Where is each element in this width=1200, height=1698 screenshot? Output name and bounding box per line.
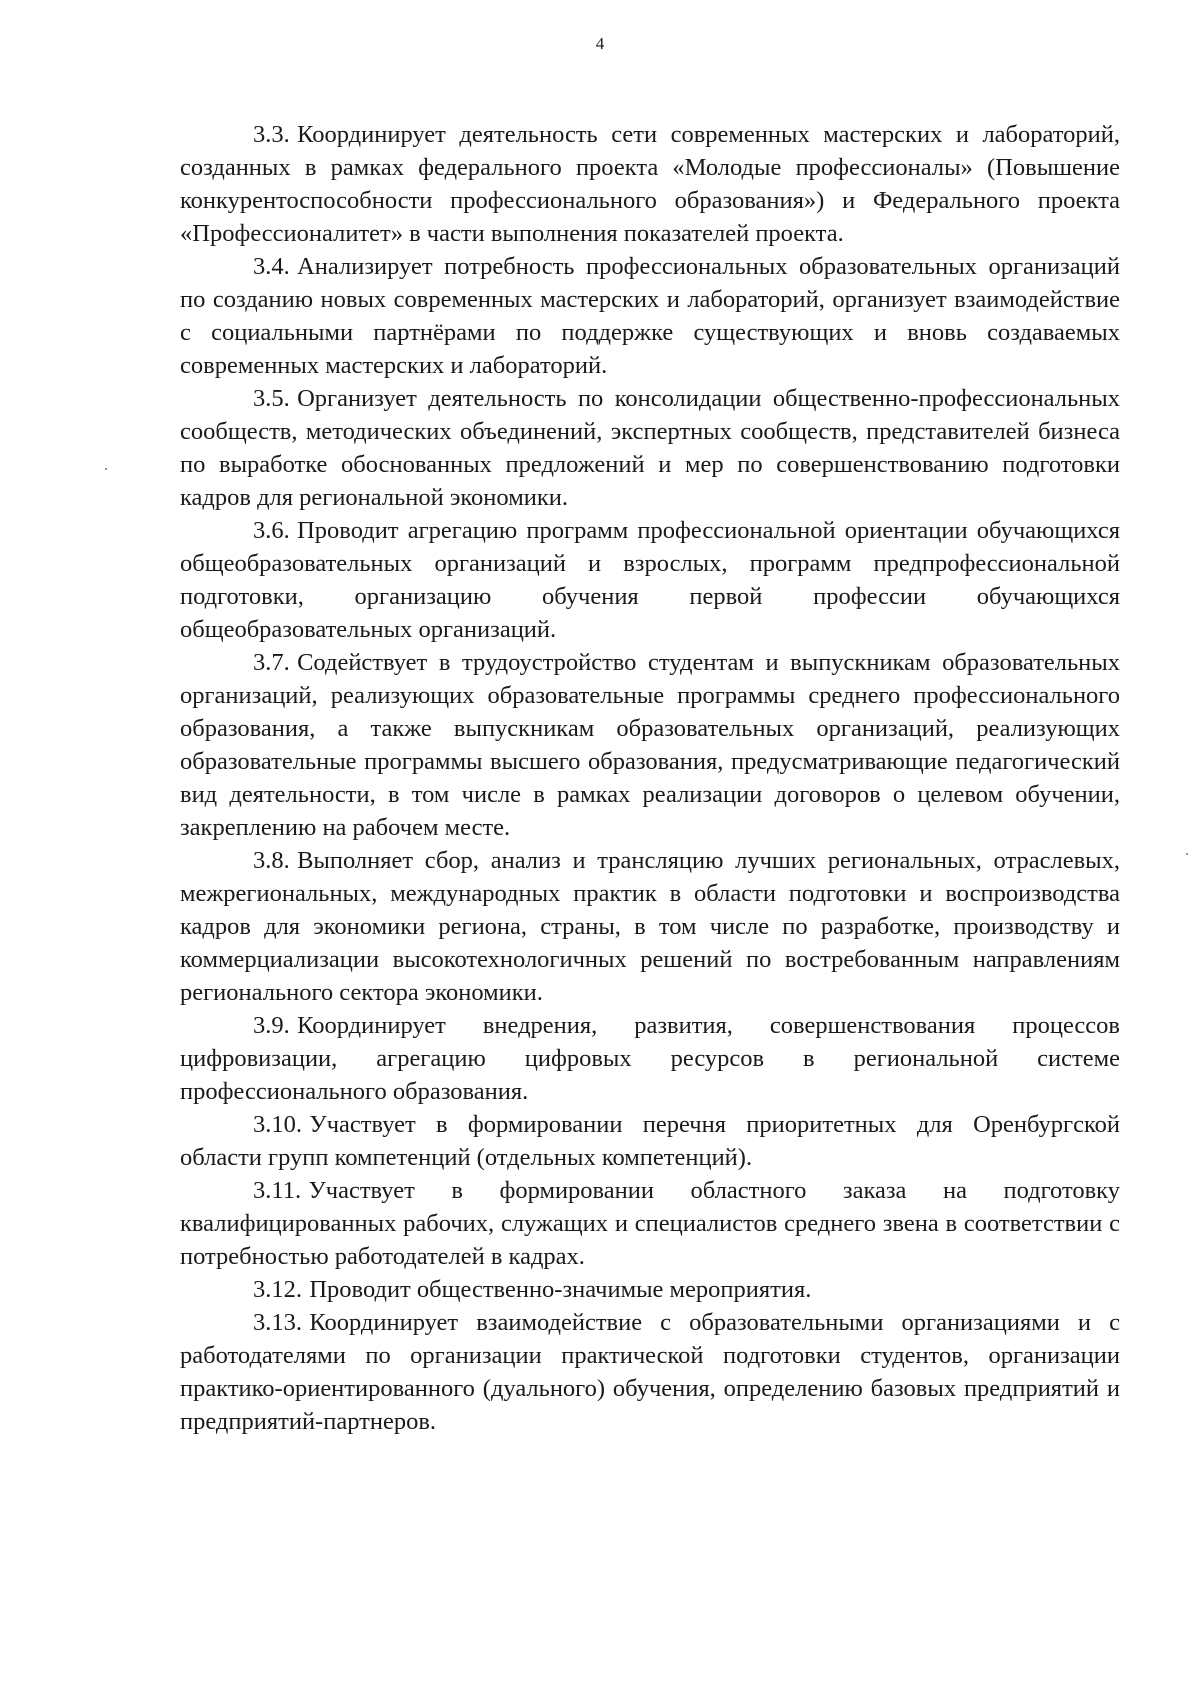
clause-text: Участвует в формировании областного заказа на подготовку квалифицированных рабочих, служащих и специалистов среднего звена в соответствии с потребностью работодателей в кадрах. (180, 1177, 1120, 1270)
clause-3-3 (180, 118, 1120, 250)
clause-3-9 (180, 1009, 1120, 1108)
clause-3-4 (180, 250, 1120, 382)
clause-number: 3.7. (253, 649, 290, 676)
clause-3-8 (180, 844, 1120, 1009)
clause-number: 3.5. (253, 385, 290, 412)
clause-text: Проводит агрегацию программ профессиональной ориентации обучающихся общеобразовательных организаций и взрослых, программ предпрофессиональной подготовки, организацию обучения первой профессии обучающихся общеобразовательных организаций. (180, 517, 1120, 643)
page-number: 4 (595, 34, 605, 53)
clause-number: 3.9. (253, 1012, 290, 1039)
clause-text: Выполняет сбор, анализ и трансляцию лучших региональных, отраслевых, межрегиональных, международных практик в области подготовки и воспроизводства кадров для экономики региона, страны, в том числе по разработке, производству и коммерциализации высокотехнологичных решений по востребованным направлениям регионального сектора экономики. (180, 847, 1120, 1006)
clause-number: 3.11. (253, 1177, 302, 1204)
clause-number: 3.4. (253, 253, 290, 280)
scan-speck (105, 468, 107, 470)
clause-3-10 (180, 1108, 1120, 1174)
clause-number: 3.12. (253, 1276, 302, 1303)
clause-text: Координирует взаимодействие с образовательными организациями и с работодателями по организации практической подготовки студентов, организации практико-ориентированного (дуального) обучения, определению базовых предприятий и предприятий-партнеров. (180, 1309, 1120, 1435)
clause-number: 3.8. (253, 847, 290, 874)
clause-text: Координирует внедрения, развития, совершенствования процессов цифровизации, агрегацию цифровых ресурсов в региональной системе профессионального образования. (180, 1012, 1120, 1105)
clause-3-5 (180, 382, 1120, 514)
clause-number: 3.13. (253, 1309, 302, 1336)
clause-text: Участвует в формировании перечня приоритетных для Оренбургской области групп компетенций (отдельных компетенций). (180, 1111, 1120, 1171)
clause-3-12 (180, 1273, 1120, 1306)
clause-text: Организует деятельность по консолидации общественно-профессиональных сообществ, методических объединений, экспертных сообществ, представителей бизнеса по выработке обоснованных предложений и мер по совершенствованию подготовки кадров для региональной экономики. (180, 385, 1120, 511)
clause-text: Анализирует потребность профессиональных образовательных организаций по созданию новых современных мастерских и лабораторий, организует взаимодействие с социальными партнёрами по поддержке существующих и вновь создаваемых современных мастерских и лабораторий. (180, 253, 1120, 379)
clause-number: 3.3. (253, 121, 290, 148)
clause-text: Содействует в трудоустройство студентам и выпускникам образовательных организаций, реализующих образовательные программы среднего профессионального образования, а также выпускникам образовательных организаций, реализующих образовательные программы высшего образования, предусматривающие педагогический вид деятельности, в том числе в рамках реализации договоров о целевом обучении, закреплению на рабочем месте. (180, 649, 1120, 841)
clause-3-13 (180, 1306, 1120, 1438)
clause-text: Проводит общественно-значимые мероприятия. (309, 1276, 812, 1303)
scan-speck (1186, 853, 1188, 855)
clause-number: 3.10. (253, 1111, 302, 1138)
clause-3-11 (180, 1174, 1120, 1273)
clause-3-7 (180, 646, 1120, 844)
clause-number: 3.6. (253, 517, 290, 544)
document-body (180, 118, 1120, 1438)
clause-3-6 (180, 514, 1120, 646)
clause-text: Координирует деятельность сети современных мастерских и лабораторий, созданных в рамках федерального проекта «Молодые профессионалы» (Повышение конкурентоспособности профессионального образования») и Федерального проекта «Профессионалитет» в части выполнения показателей проекта. (180, 121, 1120, 247)
